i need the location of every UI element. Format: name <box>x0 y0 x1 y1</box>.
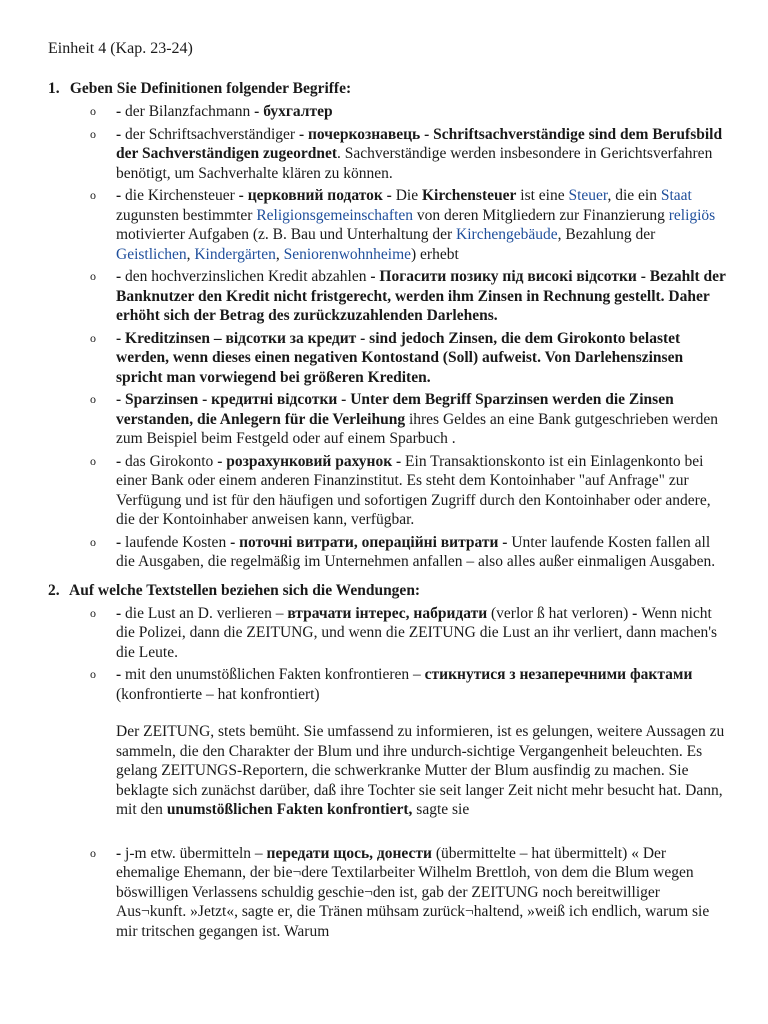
text-run: die Kirchensteuer <box>125 187 239 204</box>
text-run: laufende Kosten <box>125 533 231 551</box>
bullet-icon: o <box>90 667 96 681</box>
text-run: - <box>116 533 126 551</box>
text-run: - поточні витрати, операційні витрати - <box>230 533 512 551</box>
bullet-icon: o <box>90 845 96 860</box>
list-item <box>90 125 728 184</box>
text-run: - Sparzinsen - кредитні відсотки - Unter dem Begriff Sparzinsen werden die Zinsen verstanden, die Anlegern für die Verleihung <box>116 391 674 428</box>
term-link[interactable]: Steuer <box>568 187 608 204</box>
term-link[interactable]: Geistlichen <box>116 245 187 263</box>
text-run: den hochverzinslichen Kredit abzahlen <box>125 268 371 285</box>
text-run: - почеркознавець - Schriftsachverständige sind dem Berufsbild der Sachverständigen zugeordnet <box>116 125 723 162</box>
list-item <box>90 390 728 449</box>
term-link[interactable]: Religionsgemeinschaften <box>256 206 414 224</box>
text-run: - <box>116 452 126 470</box>
text-run: (übermittelte – hat übermittelt) « Der ehemalige Ehemann, der bie¬dere Textilarbeiter Wilhelm Brettloh, von dem die Blum wegen böswilligen Verlassens schuldig geschie¬den ist, gab der ZEITUNG noch bereitwilliger Aus¬kunft. »Jetzt«, sagte er, die Tränen mühsam zurück¬haltend, »weiß ich endlich, warum sie mir tritschen gegangen ist. Warum <box>116 844 710 940</box>
text-run: - <box>116 844 126 862</box>
list-item <box>90 267 728 326</box>
list-item <box>90 665 728 704</box>
text-run: - <box>632 604 638 622</box>
quoted-passage <box>116 722 728 820</box>
list-item <box>90 329 728 388</box>
text-run: , <box>186 245 195 263</box>
text-run: - бухгалтер <box>254 103 333 120</box>
bullet-icon: o <box>90 392 96 406</box>
text-run: Der ZEITUNG, stets bemüht. Sie umfassend zu informieren, ist es gelungen, weitere Aussagen zu sammeln, die den Charakter der Blum und ihre undurch-sichtige Vergangenheit beleuchten. Es gelang ZEITUNGS-Reportern, die schwerkranke Mutter der Blum ausfindig zu machen. Sie beklagte sich zunächst darüber, daß ihre Tochter sie seit langer Zeit nicht mehr besucht hat. Dann, mit den <box>116 723 725 818</box>
bullet-icon: o <box>90 453 96 468</box>
term-link[interactable]: Kindergärten <box>194 245 276 263</box>
text-run: стикнутися з незаперечними фактами <box>424 666 693 683</box>
section-2-heading <box>48 582 728 600</box>
text-run: - Kreditzinsen – відсотки за кредит - sind jedoch Zinsen, die dem Girokonto belastet werden, wenn dieses einen negativen Kontostand (Soll) aufweist. Von Darlehenszinsen spricht man vorwiegend bei größeren Krediten. <box>116 329 684 386</box>
text-run: Wenn nicht die Polizei, dann die ZEITUNG, und wenn die ZEITUNG die Lust an ihr verliert, dann machen's die Leute. <box>116 604 718 661</box>
text-run: (konfrontierte – hat konfrontiert) <box>116 685 320 703</box>
text-run: - <box>116 103 126 120</box>
text-run: , <box>275 245 284 263</box>
text-run: die Lust an D. verlieren – <box>125 604 288 622</box>
list-item <box>90 102 728 122</box>
text-run: втрачати інтерес, набридати <box>287 604 488 622</box>
list-item <box>90 533 728 572</box>
text-run: das Girokonto <box>125 452 218 470</box>
text-run: zugunsten bestimmter <box>116 206 257 224</box>
list-item <box>90 604 728 663</box>
section-2-list <box>48 604 728 705</box>
text-run: - <box>116 268 126 285</box>
section-2-title: Auf welche Textstellen beziehen sich die Wendungen: <box>69 581 421 599</box>
text-run: - розрахунковий рахунок - <box>217 452 406 470</box>
section-1-title: Geben Sie Definitionen folgender Begriffe: <box>69 80 352 97</box>
term-link[interactable]: Seniorenwohnheime <box>283 245 412 263</box>
text-run: ist eine <box>516 187 569 204</box>
text-run: sagte sie <box>412 801 470 818</box>
bullet-icon: o <box>90 104 96 118</box>
section-2-list-continued <box>48 844 728 942</box>
section-1-list <box>48 102 728 572</box>
text-run: Die <box>395 187 422 204</box>
bullet-icon: o <box>90 605 96 620</box>
bullet-icon: o <box>90 126 96 141</box>
list-item <box>90 452 728 530</box>
term-link[interactable]: Kirchengebäude <box>456 226 558 243</box>
text-run: Unter laufende Kosten fallen all die Ausgaben, die regelmäßig im Unternehmen anfallen – also alles außer einmaligen Ausgaben. <box>116 533 716 570</box>
term-link[interactable]: religiös <box>668 206 716 224</box>
text-run: - <box>116 666 126 683</box>
text-run: - <box>116 604 126 622</box>
text-run: , die ein <box>607 187 661 204</box>
bullet-icon: o <box>90 188 96 202</box>
list-item <box>90 186 728 264</box>
text-run: j-m etw. übermitteln – <box>125 844 267 862</box>
bullet-icon: o <box>90 534 96 549</box>
list-item <box>90 844 728 942</box>
text-run: Kirchensteuer <box>421 187 517 204</box>
bullet-icon: o <box>90 330 96 345</box>
text-run: . Sachverständige werden insbesondere in Gerichtsverfahren benötigt, um Sachverhalte klären zu können. <box>116 145 713 182</box>
text-run: Ein Transaktionskonto ist ein Einlagenkonto bei einer Bank oder einem anderen Finanzinstitut. Es steht dem Kontoinhaber "auf Anfrage" zur Verfügung und ist für den häufigen und sofortigen Zugriff durch den Kontoinhaber oder andere, die der Kontoinhaber anweisen kann, verfügbar. <box>116 452 711 528</box>
text-run: - Погасити позику під високі відсотки - Bezahlt der Banknutzer den Kredit nicht fristgerecht, werden ihm Zinsen in Rechnung gestellt. Daher erhöht sich der Betrag des zurückzuzahlenden Darlehens. <box>116 268 726 324</box>
text-run: передати щось, донести <box>266 844 432 862</box>
text-run: von deren Mitgliedern zur Finanzierung <box>413 206 669 224</box>
bullet-icon: o <box>90 269 96 283</box>
section-1-number: 1. <box>48 80 60 97</box>
text-run: der Schriftsachverständiger <box>125 125 299 143</box>
text-run: , Bezahlung der <box>557 226 656 243</box>
text-run: mit den unumstößlichen Fakten konfrontieren – <box>125 666 425 683</box>
text-run: der Bilanzfachmann <box>125 103 255 120</box>
text-run: motivierter Aufgaben (z. B. Bau und Unterhaltung der <box>116 226 457 243</box>
text-run: - церковний податок - <box>238 187 396 204</box>
text-run: ) erhebt <box>411 245 459 263</box>
term-link[interactable]: Staat <box>660 187 692 204</box>
text-run: unumstößlichen Fakten konfrontiert, <box>166 801 413 818</box>
document-title: Einheit 4 (Kap. 23-24) <box>48 40 193 57</box>
text-run: - <box>116 187 126 204</box>
section-2-number: 2. <box>48 581 60 599</box>
text-run: - <box>116 125 126 143</box>
text-run: ihres Geldes an eine Bank gutgeschrieben werden zum Beispiel beim Festgeld oder auf einem Sparbuch . <box>116 410 718 447</box>
section-1-heading <box>48 80 728 98</box>
text-run: (verlor ß hat verloren) <box>487 604 633 622</box>
